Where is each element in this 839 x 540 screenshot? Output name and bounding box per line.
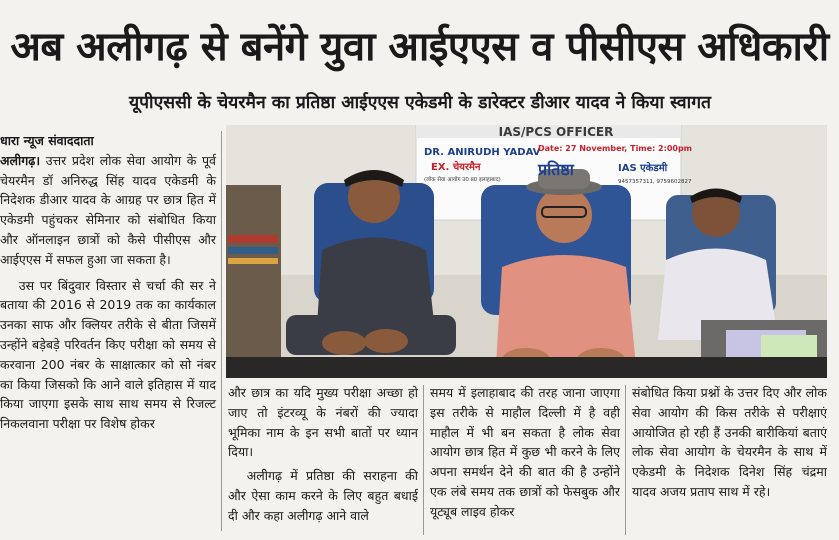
column-2-para-2: अलीगढ़ में प्रतिष्ठा की सराहना की और ऐसा काम करने के लिए बहुत बधाई दी और कहा अलीगढ़ आने वाले bbox=[228, 468, 418, 523]
column-rule bbox=[423, 385, 424, 535]
column-rule bbox=[625, 385, 626, 535]
left-column bbox=[0, 131, 216, 440]
column-3 bbox=[430, 383, 620, 540]
banner-brand-suffix: IAS एकेडमी bbox=[618, 163, 668, 174]
banner-brand: प्रतिष्ठा bbox=[538, 160, 574, 179]
previous-article-strip bbox=[0, 0, 839, 12]
column-rule bbox=[221, 131, 222, 531]
left-para-2: उस पर बिंदुवार विस्तार से चर्चा की सर ने बताया की 2016 से 2019 तक का कार्यकाल उनका साफ और क्लियर तरीके से बीता जिसमें उन्होंने बड़ेबड़े परिवर्तन किए परीक्षा को समय से करवाना 200 नंबर के साक्षात्कार को सो नंबर का किया जिसको कि आने वाले इतिहास में याद किया जाएगा इसके साथ साथ समय से रिजल्ट निकलवाना परीक्षा पर विशेष होकर bbox=[0, 277, 216, 432]
column-2-para-1: और छात्र का यदि मुख्य परीक्षा अच्छा हो जाए तो इंटरव्यू के नंबरों की ज्यादा भूमिका नाम के इन सभी बातों पर ध्यान दिया। bbox=[228, 385, 418, 460]
byline: धारा न्यूज संवाददाता bbox=[0, 133, 94, 148]
banner-role-sub: (लोक सेवा आयोग उ0 प्र0 इलाहाबाद) bbox=[424, 177, 501, 183]
event-photo bbox=[226, 125, 827, 378]
dateline: अलीगढ़। bbox=[0, 152, 41, 168]
headline: अब अलीगढ़ से बनेंगे युवा आईएएस व पीसीएस अधिकारी bbox=[10, 24, 829, 70]
column-3-para-1: समय में इलाहाबाद की तरह जाना जाएगा इस तरीके से माहौल दिल्ली में है वही माहौल में भी बन सकता है लोक सेवा आयोग छात्र हित में कुछ भी करने के लिए अपना समर्थन देने की बात की है उन्होंने एक लंबे समय तक छात्रों को फेसबुक और यूट्यूब लाइव होकर bbox=[430, 385, 620, 519]
left-para-1 bbox=[0, 151, 216, 270]
banner-phone: 9457357311, 9759602827 bbox=[618, 179, 692, 185]
banner-date: Date: 27 November, Time: 2:00pm bbox=[538, 144, 693, 153]
column-4-para-1: संबोधित किया प्रश्नों के उत्तर दिए और लोक सेवा आयोग की किस तरीके से परीक्षाएं आयोजित हो रही हैं उनकी बारीकियां बताएं लोक सेवा आयोग के चेयरमैन के साथ में एकेडमी के निदेशक दिनेश सिंह चंद्रमा यादव अजय प्रताप साथ में रहे। bbox=[632, 385, 827, 499]
banner-role: EX. चेयरमैन bbox=[431, 162, 481, 173]
column-4 bbox=[632, 383, 827, 540]
banner-heading: IAS/PCS OFFICER bbox=[498, 125, 614, 139]
subheadline: यूपीएससी के चेयरमैन का प्रतिष्ठा आईएएस एकेडमी के डारेक्टर डीआर यादव ने किया स्वागत bbox=[128, 93, 712, 113]
left-para-1-text: उत्तर प्रदेश लोक सेवा आयोग के पूर्व चेयरमैन डॉ अनिरुद्ध सिंह यादव एकेडमी के निदेशक डीआर यादव के आग्रह पर छात्र हित में एकेडमी पहुंचकर सेमिनार को संबोधित किया और ऑनलाइन छात्रों को कैसे पीसीएस और आईएएस में सफल हुआ जा सकता है। bbox=[0, 152, 217, 267]
banner-name: DR. ANIRUDH YADAV bbox=[424, 147, 541, 158]
column-2 bbox=[228, 383, 418, 540]
